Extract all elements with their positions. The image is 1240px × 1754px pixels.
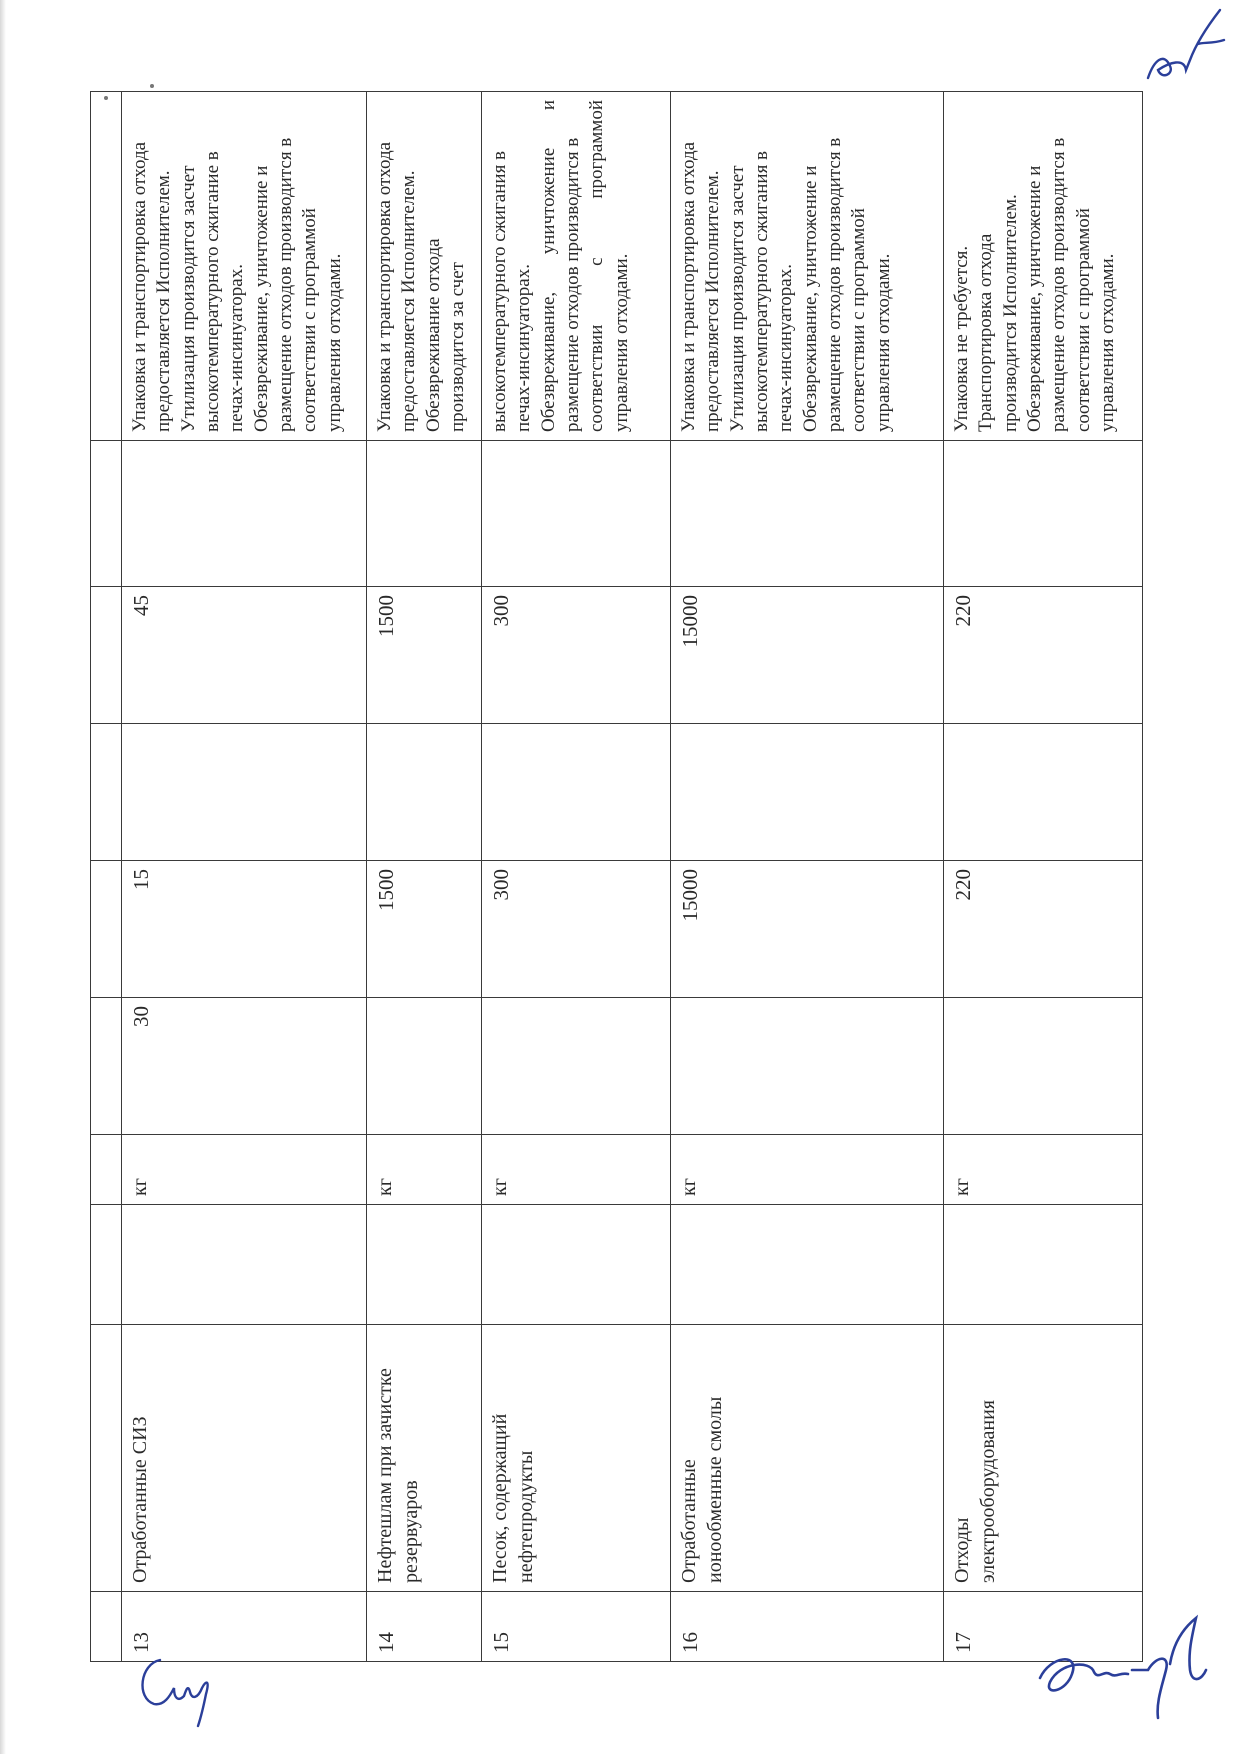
waste-code — [482, 1205, 671, 1325]
note-cell — [944, 441, 1143, 587]
unit-cell: кг — [367, 1135, 482, 1205]
scan-dot — [150, 84, 154, 88]
quantity-1 — [367, 998, 482, 1135]
quantity-2: 300 — [482, 861, 671, 998]
table-row — [367, 92, 482, 1662]
signature-bottom-left-icon — [130, 1640, 230, 1730]
quantity-total: 1500 — [367, 587, 482, 724]
table-header-strip — [91, 92, 122, 1662]
table-row — [671, 92, 944, 1662]
quantity-total: 300 — [482, 587, 671, 724]
waste-name: Отработанные ионообменные смолы — [671, 1325, 944, 1592]
quantity-1 — [671, 998, 944, 1135]
quantity-1 — [944, 998, 1143, 1135]
waste-name: Отходы электрооборудования — [944, 1325, 1143, 1592]
scan-dot — [104, 96, 108, 100]
row-number: 17 — [944, 1592, 1143, 1662]
quantity-total: 220 — [944, 587, 1143, 724]
quantity-total: 45 — [122, 587, 367, 724]
handling-description: Упаковка и транспортировка отхода предоставляется Исполнителем. Обезвреживание отхода производится за счет — [367, 92, 482, 441]
handling-description: Упаковка не требуется. Транспортировка отхода производится Исполнителем. Обезвреживание, уничтожение и размещение отходов производится в соответствии с программой управления отходами. — [944, 92, 1143, 441]
unit-cell: кг — [482, 1135, 671, 1205]
signature-top-right-icon — [1140, 0, 1230, 100]
waste-code — [122, 1205, 367, 1325]
rotated-table-wrapper — [90, 92, 1210, 1662]
table-row — [122, 92, 367, 1662]
quantity-3 — [671, 724, 944, 861]
row-number: 16 — [671, 1592, 944, 1662]
row-number: 14 — [367, 1592, 482, 1662]
note-cell — [482, 441, 671, 587]
unit-cell: кг — [944, 1135, 1143, 1205]
unit-cell: кг — [122, 1135, 367, 1205]
table-row — [482, 92, 671, 1662]
quantity-2: 220 — [944, 861, 1143, 998]
quantity-2: 15000 — [671, 861, 944, 998]
waste-code — [671, 1205, 944, 1325]
note-cell — [367, 441, 482, 587]
quantity-3 — [482, 724, 671, 861]
quantity-3 — [367, 724, 482, 861]
handling-description: Упаковка и транспортировка отхода предоставляется Исполнителем. Утилизация производится засчет высокотемпературного сжигание в печах-инсинуаторах. Обезвреживание, уничтожение и размещение отходов производится в соответствии с программой управления отходами. — [122, 92, 367, 441]
waste-name: Отработанные СИЗ — [122, 1325, 367, 1592]
note-cell — [122, 441, 367, 587]
waste-name: Песок, содержащий нефтепродукты — [482, 1325, 671, 1592]
handling-description: Упаковка и транспортировка отхода предоставляется Исполнителем. Утилизация производится засчет высокотемпературного сжигания в печах-инсинуаторах. Обезвреживание, уничтожение и размещение отходов производится в соответствии с программой управления отходами. — [671, 92, 944, 441]
quantity-3 — [122, 724, 367, 861]
row-number: 15 — [482, 1592, 671, 1662]
waste-table — [90, 91, 1143, 1662]
quantity-total: 15000 — [671, 587, 944, 724]
waste-code — [944, 1205, 1143, 1325]
row-number: 13 — [122, 1592, 367, 1662]
waste-name: Нефтешлам при зачистке резервуаров — [367, 1325, 482, 1592]
note-cell — [671, 441, 944, 587]
handling-description: высокотемпературного сжигания в печах-инсинуаторах. Обезвреживание, уничтожение и размещение отходов производится в соответствии с программой управления отходами. — [482, 92, 671, 441]
signature-bottom-right-icon — [1020, 1600, 1220, 1730]
quantity-1 — [482, 998, 671, 1135]
scan-edge-shadow — [0, 0, 6, 1754]
quantity-1: 30 — [122, 998, 367, 1135]
waste-code — [367, 1205, 482, 1325]
quantity-2: 1500 — [367, 861, 482, 998]
table-row — [944, 92, 1143, 1662]
unit-cell: кг — [671, 1135, 944, 1205]
quantity-2: 15 — [122, 861, 367, 998]
quantity-3 — [944, 724, 1143, 861]
